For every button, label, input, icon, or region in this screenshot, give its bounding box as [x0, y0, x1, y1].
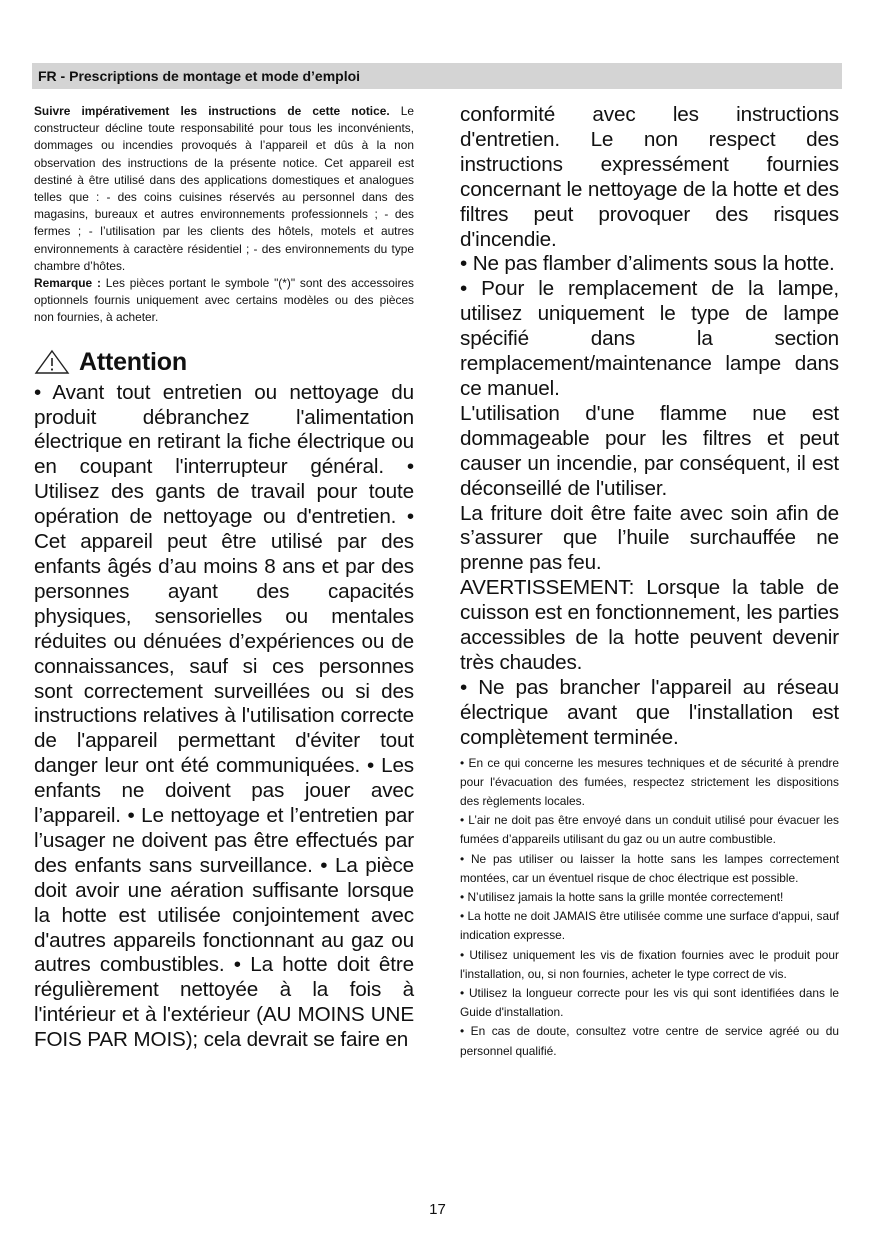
attention-text: • Avant tout entretien ou nettoyage du produit débranchez l'alimentation électrique en retirant la fiche électrique ou en coupant l'interrupteur général. • Utilisez des gants de travail pour toute opération de nettoyage ou d'entretien. • Cet appareil peut être utilisé par des enfants âgés d’au moins 8 ans et par des personnes ayant des capacités physiques, sensorielles ou mentales réduites ou dénuées d’expériences ou de connaissances, sauf si ces personnes sont correctement surveillées ou si des instructions relatives à l'utilisation correcte de l'appareil permettant d'éviter tout danger leur ont été communiquées. • Les enfants ne doivent pas jouer avec l’appareil. • Le nettoyage et l’entretien par l’usager ne doivent pas être effectués par des enfants sans surveillance. • La pièce doit avoir une aération suffisante lorsque la hotte est utilisée conjointement avec d'autres appareils fonctionnant au gaz ou autres combustibles. • La hotte doit être régulièrement nettoyée à la fois à l'intérieur et à l'extérieur (AU MOINS UNE FOIS PAR MOIS); cela devrait se faire en — [34, 380, 414, 1052]
section-header — [32, 63, 842, 89]
left-column — [34, 103, 414, 1053]
right-small-paragraph: • Utilisez uniquement les vis de fixation fournies avec le produit pour l'installation, ou, si non fournies, acheter le type correct de vis. — [460, 947, 839, 981]
remark-text: Les pièces portant le symbole "(*)" sont des accessoires optionnels fournis uniquement avec certains modèles ou des pièces non fournies, à acheter. — [34, 276, 414, 325]
remark-bold: Remarque : — [34, 276, 101, 291]
section-header-title: FR - Prescriptions de montage et mode d’emploi — [38, 68, 361, 84]
attention-heading — [34, 343, 414, 381]
right-small-text — [460, 754, 839, 1061]
right-column — [460, 103, 839, 1061]
right-paragraph: conformité avec les instructions d'entretien. Le non respect des instructions expressément fournies concernant le nettoyage de la hotte et des filtres peut provoquer des risques d'incendie. — [460, 103, 839, 251]
right-small-paragraph: • En ce qui concerne les mesures techniques et de sécurité à prendre pour l'évacuation des fumées, respectez strictement les dispositions des règlements locales. — [460, 755, 839, 808]
right-paragraph: AVERTISSEMENT: Lorsque la table de cuisson est en fonctionnement, les parties accessibles de la hotte peuvent devenir très chaudes. — [460, 576, 839, 674]
right-paragraph: • Ne pas flamber d’aliments sous la hotte. — [460, 252, 835, 276]
right-paragraph: • Ne pas brancher l'appareil au réseau électrique avant que l'installation est complètement terminée. — [460, 675, 839, 749]
intro-text: Le constructeur décline toute responsabilité pour tous les inconvénients, dommages ou incendies provoqués à l’appareil et dûs à la non observation des instructions de la présente notice. Cet appareil est destiné à être utilisé dans des applications domestiques et analogues telles que : - des coins cuisines réservés au personnel dans des magasins, bureaux et autres environnements professionnels ; - des fermes ; - l’utilisation par les clients des hôtels, motels et autres environnements à caractère résidentiel ; - des environnements du type chambre d’hôtes. — [34, 104, 415, 273]
right-small-paragraph: • N’utilisez jamais la hotte sans la grille montée correctement! — [460, 889, 784, 904]
warning-triangle-icon — [34, 349, 70, 375]
right-small-paragraph: • L’air ne doit pas être envoyé dans un conduit utilisé pour évacuer les fumées d’appareils utilisant du gaz ou un autre combustible. — [460, 813, 839, 847]
right-small-paragraph: • La hotte ne doit JAMAIS être utilisée comme une surface d'appui, sauf indication expresse. — [460, 909, 839, 943]
intro-bold: Suivre impérativement les instructions de cette notice. — [34, 104, 390, 118]
right-paragraph: La friture doit être faite avec soin afin de s’assurer que l’huile surchauffée ne prenne pas feu. — [460, 501, 839, 575]
right-small-paragraph: • Utilisez la longueur correcte pour les vis qui sont identifiées dans le Guide d'installation. — [460, 986, 839, 1020]
page-number: 17 — [429, 1201, 446, 1218]
right-paragraph: • Pour le remplacement de la lampe, utilisez uniquement le type de lampe spécifié dans la section remplacement/maintenance lampe dans ce manuel. — [460, 277, 839, 400]
attention-title: Attention — [79, 347, 187, 376]
intro-paragraph — [34, 103, 414, 275]
right-small-paragraph: • Ne pas utiliser ou laisser la hotte sans les lampes correctement montées, car un éventuel risque de choc électrique est possible. — [460, 851, 839, 885]
right-small-paragraph: • En cas de doute, consultez votre centre de service agréé ou du personnel qualifié. — [460, 1024, 839, 1058]
right-large-text — [460, 103, 839, 751]
right-paragraph: L'utilisation d'une flamme nue est dommageable pour les filtres et peut causer un incendie, par conséquent, il est déconseillé de l'utiliser. — [460, 401, 839, 500]
remark-paragraph — [34, 275, 414, 327]
